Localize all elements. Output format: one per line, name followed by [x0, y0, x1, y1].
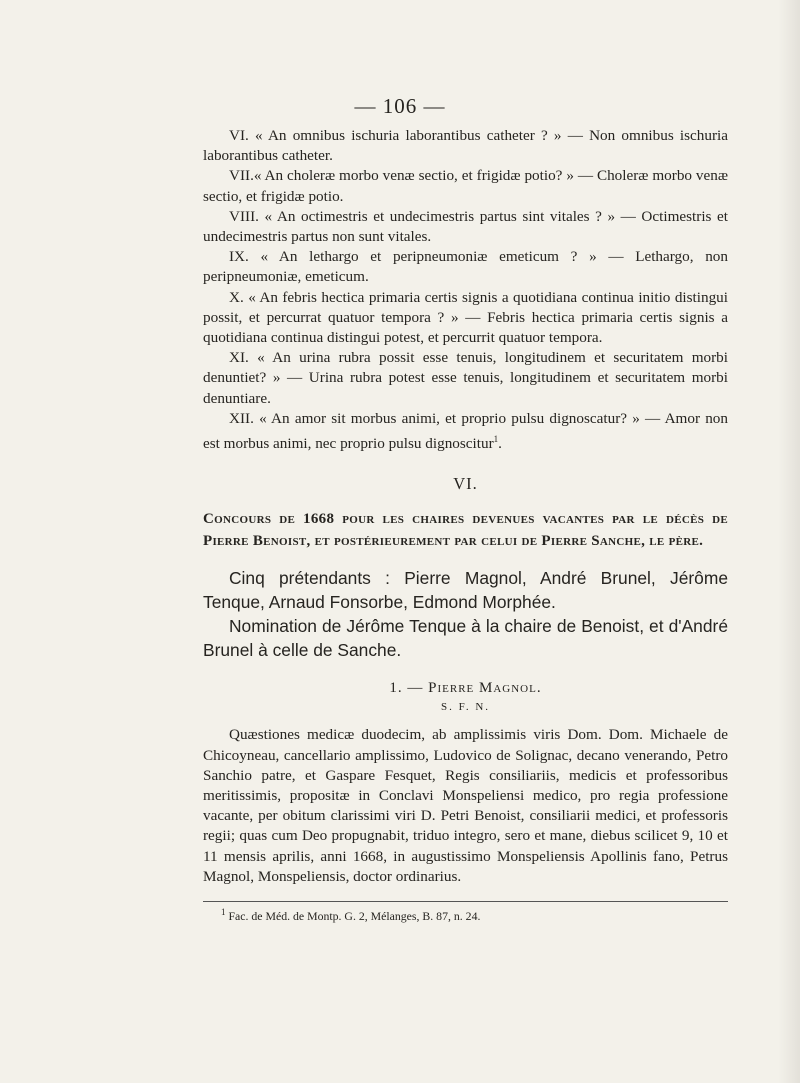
page-content: [203, 126, 728, 924]
section-number: VI.: [453, 474, 478, 494]
question-9: IX. « An lethargo et peripneumoniæ emeticum ? » — Lethargo, non peripneumoniæ, emeticum.: [203, 248, 728, 286]
body-paragraph: Quæstiones medicæ duodecim, ab amplissimis viris Dom. Dom. Michaele de Chicoyneau, cancellario amplissimo, Ludovico de Solignac, decano venerando, Petro Sanchio patre, et Gaspare Fesquet, Regis consiliariis, medicis et professoribus meritissimis, propositæ in Conclavi Monspeliensi medico, pro regia professione vacante, per obitum clarissimi viri D. Petri Benoist, consiliarii medici, et professoris regii; quas cum Deo propugnabit, triduo integro, sero et mane, diebus scilicet 9, 10 et 11 mensis aprilis, anni 1668, in augustissimo Monspeliensis Apollinis fano, Petrus Magnol, Monspeliensis, doctor ordinarius.: [203, 726, 728, 885]
question-7: VII.« An choleræ morbo venæ sectio, et frigidæ potio? » — Choleræ morbo venæ sectio, et frigidæ potio.: [203, 167, 728, 205]
page-number: — 106 —: [354, 94, 446, 118]
footnote-text: Fac. de Méd. de Montp. G. 2, Mélanges, B. 87, n. 24.: [228, 908, 481, 923]
nomination-paragraph: Nomination de Jérôme Tenque à la chaire de Benoist, et d'André Brunel à celle de Sanche.: [203, 616, 728, 661]
question-12-period: .: [498, 435, 502, 453]
question-12: [203, 409, 728, 454]
question-6: VI. « An omnibus ischuria laborantibus catheter ? » — Non omnibus ischuria laborantibus catheter.: [203, 127, 728, 165]
footnote-number: 1: [221, 906, 226, 917]
subsection-initials: S. F. N.: [440, 701, 491, 714]
subsection-heading: 1. — Pierre Magnol.: [389, 680, 542, 697]
footnote: [203, 905, 728, 924]
question-12-text: XII. « An amor sit morbus animi, et proprio pulsu dignoscatur? » — Amor non est morbus animi, nec proprio pulsu dignoscitur: [203, 409, 728, 453]
candidates-paragraph: Cinq prétendants : Pierre Magnol, André Brunel, Jérôme Tenque, Arnaud Fonsorbe, Edmond Morphée.: [203, 568, 728, 613]
question-10: X. « An febris hectica primaria certis signis a quotidiana continua initio distingui possit, et percurrat quatuor tempora ? » — Febris hectica primaria certis signis a quotidiana continua distingui potest, et percurrit quatuor tempora.: [203, 288, 728, 347]
footnote-rule: [203, 901, 728, 902]
footnote-reference: 1: [493, 434, 499, 445]
question-11: XI. « An urina rubra possit esse tenuis, longitudinem et securitatem morbi denuntiet? » — Urina rubra potest esse tenuis, longitudinem et securitatem morbi denuntiare.: [203, 349, 728, 407]
section-title: Concours de 1668 pour les chaires devenues vacantes par le décès de Pierre Benoist, et postérieurement par celui de Pierre Sanche, le père.: [203, 511, 728, 550]
question-8: VIII. « An octimestris et undecimestris partus sint vitales ? » — Octimestris et undecimestris partus non sunt vitales.: [203, 207, 728, 246]
page-edge-shadow: [778, 0, 800, 1083]
